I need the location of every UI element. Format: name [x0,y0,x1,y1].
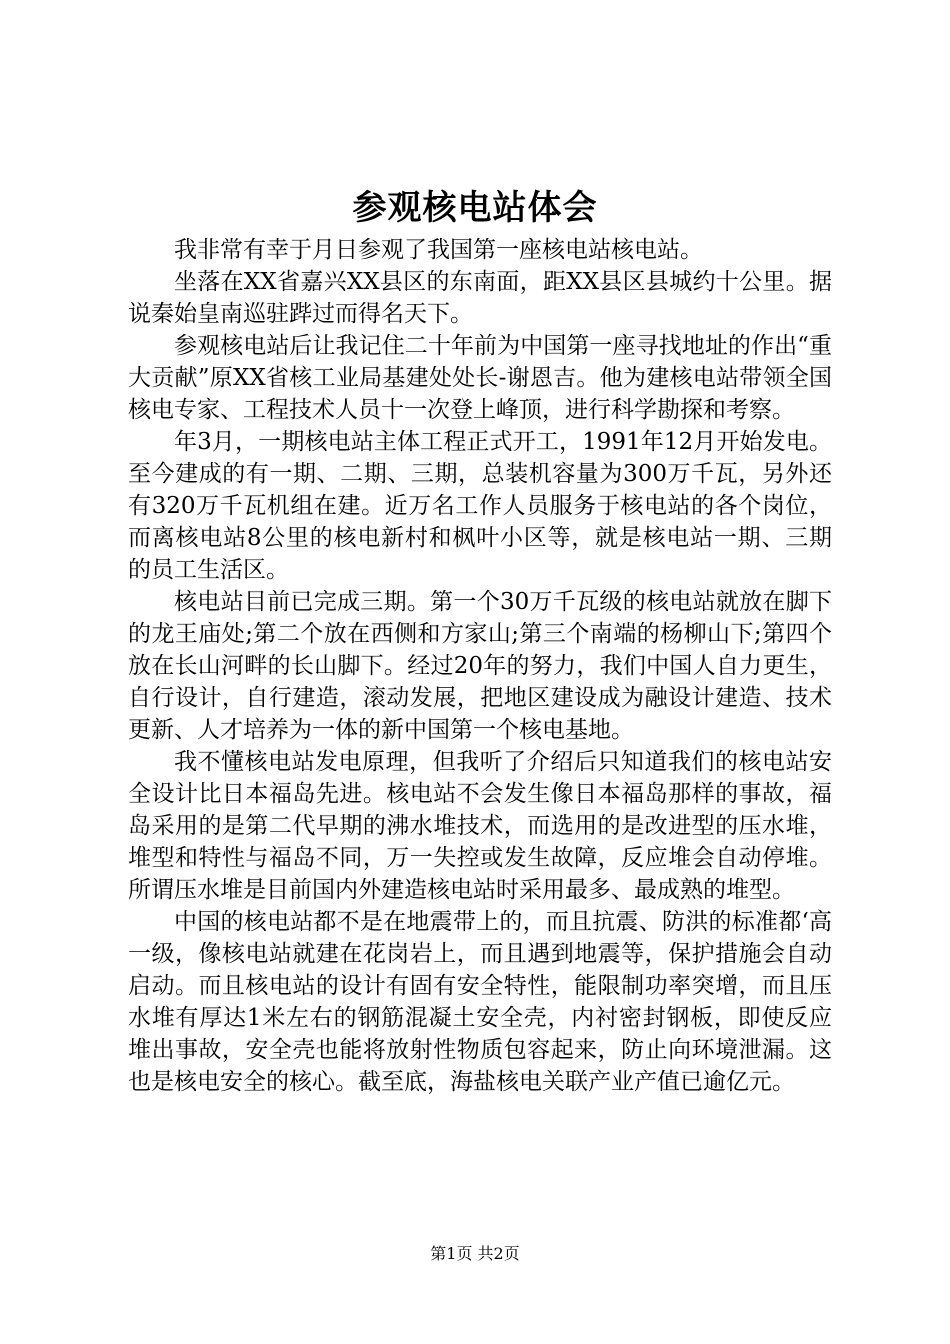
paragraph: 我不懂核电站发电原理，但我听了介绍后只知道我们的核电站安全设计比日本福岛先进。核电站不会发生像日本福岛那样的事故，福岛采用的是第二代早期的沸水堆技术，而选用的是改进型的压水堆，堆型和特性与福岛不同，万一失控或发生故障，反应堆会自动停堆。所谓压水堆是目前国内外建造核电站时采用最多、最成熟的堆型。 [128,749,832,903]
page-footer: 第1页 共2页 [430,1244,520,1263]
paragraph: 年3月，一期核电站主体工程正式开工，1991年12月开始发电。至今建成的有一期、二期、三期，总装机容量为300万千瓦，另外还有320万千瓦机组在建。近万名工作人员服务于核电站的各个岗位，而离核电站8公里的核电新村和枫叶小区等，就是核电站一期、三期的员工生活区。 [128,429,832,583]
paragraph: 核电站目前已完成三期。第一个30万千瓦级的核电站就放在脚下的龙王庙处;第二个放在西侧和方家山;第三个南端的杨柳山下;第四个放在长山河畔的长山脚下。经过20年的努力，我们中国人自力更生，自行设计，自行建造，滚动发展，把地区建设成为融设计建造、技术更新、人才培养为一体的新中国第一个核电基地。 [128,589,832,743]
paragraph: 参观核电站后让我记住二十年前为中国第一座寻找地址的作出“重大贡献”原XX省核工业局基建处处长-谢恩吉。他为建核电站带领全国核电专家、工程技术人员十一次登上峰顶，进行科学勘探和考察。 [128,333,832,423]
paragraph: 中国的核电站都不是在地震带上的，而且抗震、防洪的标准都‘高一级，像核电站就建在花岗岩上，而且遇到地震等，保护措施会自动启动。而且核电站的设计有固有安全特性，能限制功率突增，而且压水堆有厚达1米左右的钢筋混凝土安全壳，内衬密封钢板，即使反应堆出事故，安全壳也能将放射性物质包容起来，防止向环境泄漏。这也是核电安全的核心。截至底，海盐核电关联产业产值已逾亿元。 [128,909,832,1095]
paragraph: 我非常有幸于月日参观了我国第一座核电站核电站。 [174,237,703,263]
document-body [128,234,832,1098]
document-title: 参观核电站体会 [352,188,598,228]
paragraph: 坐落在XX省嘉兴XX县区的东南面，距XX县区县城约十公里。据说秦始皇南巡驻跸过而得名天下。 [128,269,832,327]
